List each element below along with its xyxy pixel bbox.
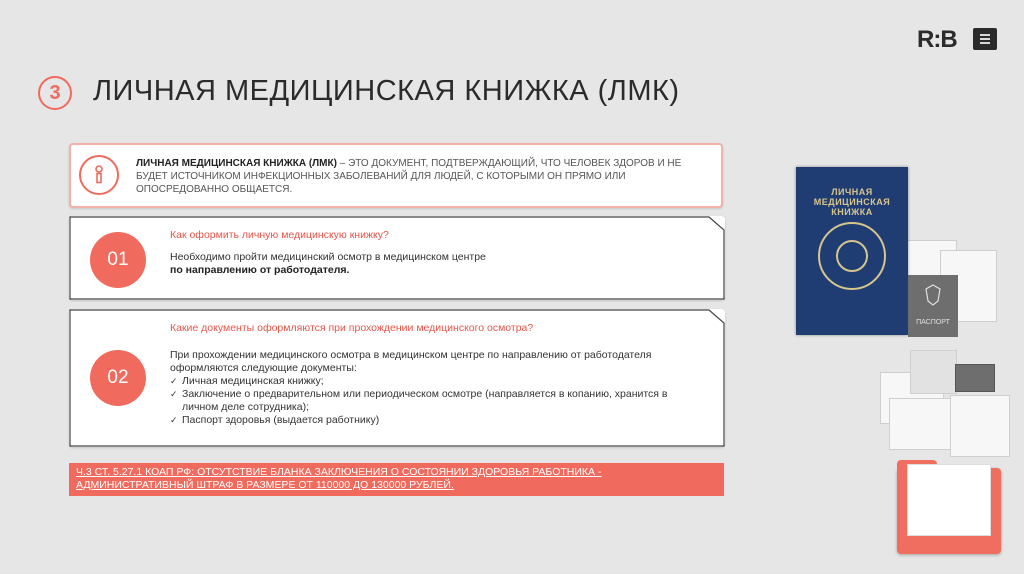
question-heading: Какие документы оформляются при прохождении медицинского осмотра? <box>170 322 534 334</box>
book-title: ЛИЧНАЯ МЕДИЦИНСКАЯ КНИЖКА <box>813 187 891 217</box>
document-sheet-image <box>950 395 1010 457</box>
penalty-banner <box>69 463 724 496</box>
folder-image <box>897 468 1001 554</box>
question-number-badge: 01 <box>90 232 146 288</box>
definition-body: – ЭТО ДОКУМЕНТ, ПОДТВЕРЖДАЮЩИЙ, ЧТО ЧЕЛОВЕК ЗДОРОВ И НЕ БУДЕТ ИСТОЧНИКОМ ИНФЕКЦИОННЫХ ЗАБОЛЕВАНИЙ ДЛЯ ЛЮДЕЙ, С КОТОРЫМИ ОН ПРЯМО ИЛИ ОПОСРЕДОВАННО ОБЩАЕТСЯ. <box>136 158 682 195</box>
definition-text <box>136 157 696 196</box>
definition-card <box>69 143 723 208</box>
question-card-1 <box>69 216 725 300</box>
list-item: ✓ Личная медицинская книжку; <box>170 375 690 388</box>
answer-emphasis: по направлению от работодателя. <box>170 264 350 276</box>
page-title: ЛИЧНАЯ МЕДИЦИНСКАЯ КНИЖКА (ЛМК) <box>93 75 680 107</box>
question-card-2 <box>69 309 725 447</box>
document-sheet-image <box>955 364 995 392</box>
answer-intro: При прохождении медицинского осмотра в медицинском центре по направлению от работодателя оформляются следующие документы: <box>170 349 652 374</box>
company-logo <box>917 26 999 52</box>
question-answer <box>170 349 690 427</box>
document-sheet-image <box>910 350 957 394</box>
coat-of-arms-icon <box>908 283 958 309</box>
document-list <box>170 375 690 427</box>
answer-line: Необходимо пройти медицинский осмотр в медицинском центре <box>170 251 486 263</box>
info-person-icon <box>79 155 119 195</box>
definition-term: ЛИЧНАЯ МЕДИЦИНСКАЯ КНИЖКА (ЛМК) <box>136 158 337 169</box>
question-heading: Как оформить личную медицинскую книжку? <box>170 229 389 241</box>
list-item: ✓ Паспорт здоровья (выдается работнику) <box>170 414 690 427</box>
medical-book-image <box>796 167 908 335</box>
question-answer <box>170 251 486 277</box>
list-item: ✓ Заключение о предварительном или периодическом осмотре (направляется в копанию, хранится в личном деле сотрудника); <box>170 388 690 414</box>
logo-box-icon <box>973 28 997 50</box>
penalty-text[interactable]: Ч.3 СТ. 5.27.1 КОАП РФ: ОТСУТСТВИЕ БЛАНКА ЗАКЛЮЧЕНИЯ О СОСТОЯНИИ ЗДОРОВЬЯ РАБОТНИКА - АДМИНИСТРАТИВНЫЙ ШТРАФ В РАЗМЕРЕ ОТ 110000 ДО 130000 РУБЛЕЙ. <box>76 466 602 491</box>
logo-letters: R:B <box>917 26 957 53</box>
folder-sheet <box>907 464 991 536</box>
passport-label: ПАСПОРТ <box>916 319 950 326</box>
book-emblem-inner-icon <box>836 240 868 272</box>
passport-image <box>908 275 958 337</box>
question-number-badge: 02 <box>90 350 146 406</box>
step-number-badge: 3 <box>38 76 72 110</box>
